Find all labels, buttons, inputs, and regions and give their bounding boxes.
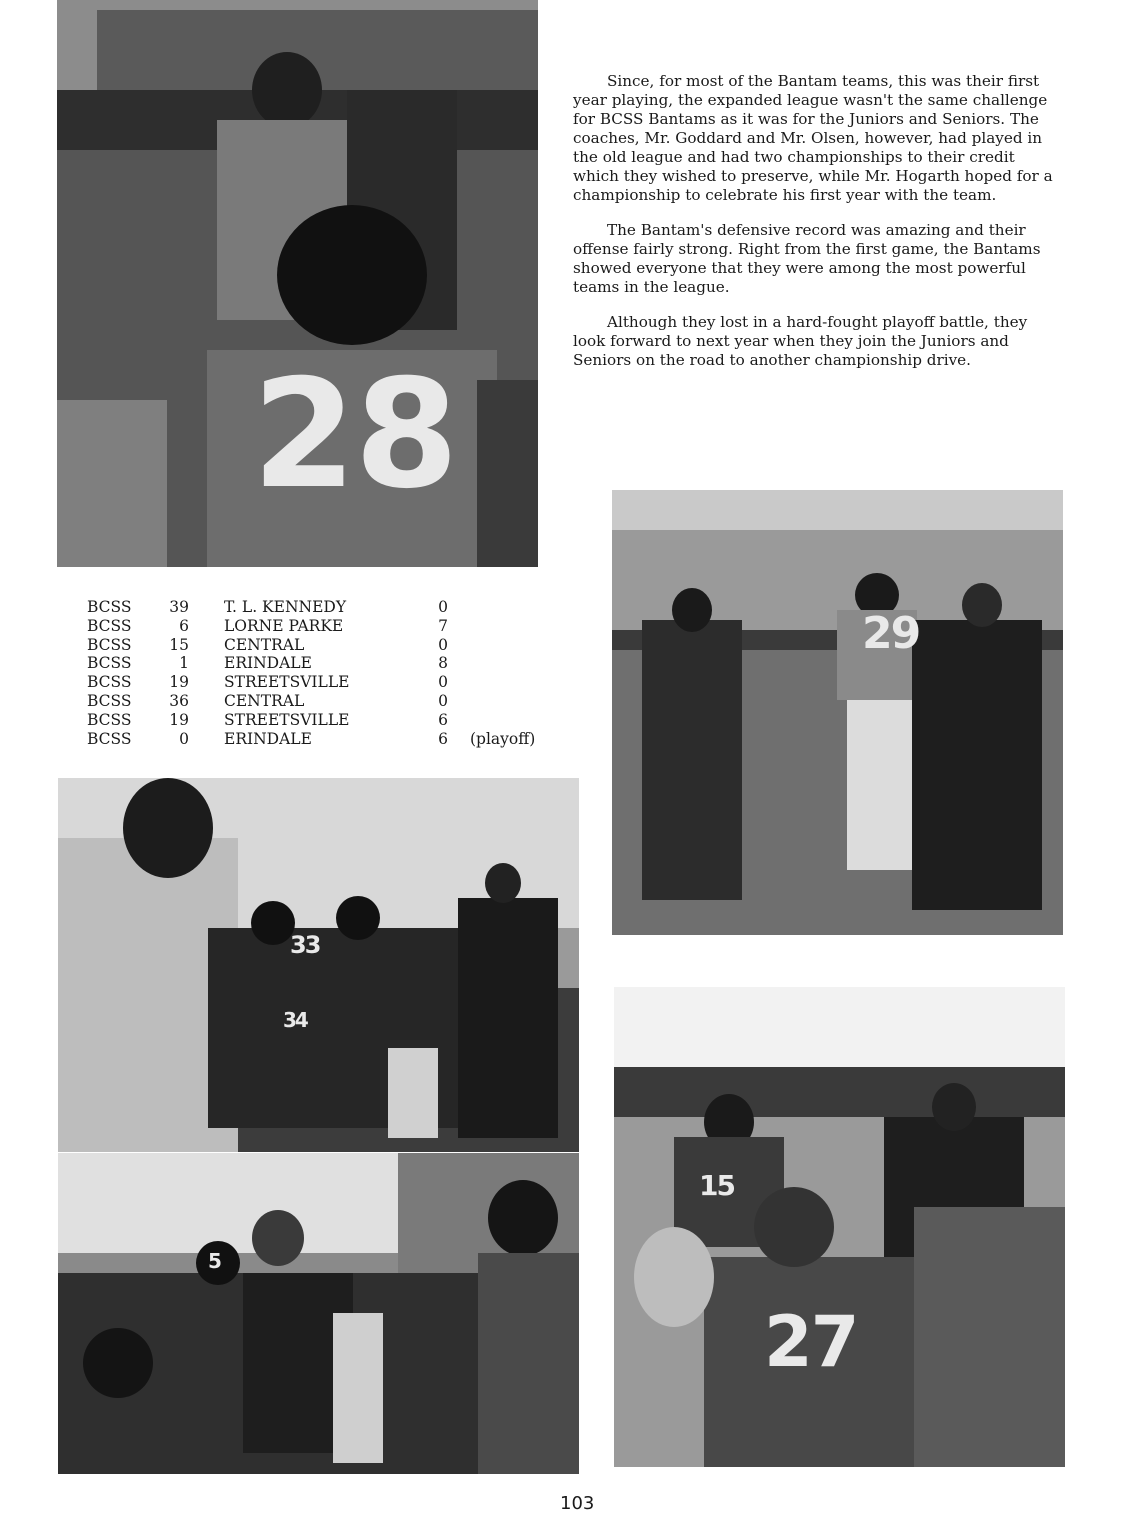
team-score: 1 xyxy=(179,654,189,673)
team-score: 15 xyxy=(169,635,189,654)
jersey-number: 15 xyxy=(699,1169,734,1202)
photo-huddle xyxy=(58,1153,579,1474)
team-name: BCSS xyxy=(87,673,132,692)
jersey-number: 5 xyxy=(208,1249,220,1273)
opponent-score: 0 xyxy=(438,673,448,692)
opponent-name: CENTRAL xyxy=(224,635,305,654)
team-score: 19 xyxy=(169,673,189,692)
opponent-score: 7 xyxy=(438,616,448,635)
opponent-score: 8 xyxy=(438,654,448,673)
jersey-number: 29 xyxy=(862,608,920,659)
photo-field-player-27 xyxy=(614,987,1065,1467)
team-name: BCSS xyxy=(87,691,132,710)
team-name: BCSS xyxy=(87,616,132,635)
page-number: 103 xyxy=(560,1493,595,1514)
jersey-number: 28 xyxy=(252,348,457,522)
team-score: 19 xyxy=(169,710,189,729)
article-paragraph: Since, for most of the Bantam teams, this was their first year playing, the expanded league wasn't the same challenge for BCSS Bantams as it was for the Juniors and Seniors. The coaches, Mr. Goddard and Mr. Olsen, however, had played in the old league and had two championships to their credit which they wished to preserve, while Mr. Hogarth hoped for a championship to celebrate his first year with the team. xyxy=(573,72,1053,204)
team-name: BCSS xyxy=(87,710,132,729)
photo-bench-player-33 xyxy=(58,778,579,1152)
opponent-name: ERINDALE xyxy=(224,729,312,748)
jersey-number: 27 xyxy=(764,1301,858,1383)
team-score: 36 xyxy=(169,691,189,710)
opponent-score: 0 xyxy=(438,598,448,616)
opponent-score: 6 xyxy=(438,710,448,729)
jersey-number: 34 xyxy=(283,1008,307,1032)
article-text xyxy=(573,72,1063,386)
opponent-name: T. L. KENNEDY xyxy=(224,598,347,616)
game-note: (playoff) xyxy=(470,729,536,748)
photo-sideline-player-28 xyxy=(57,0,538,567)
article-paragraph: The Bantam's defensive record was amazing and their offense fairly strong. Right from the first game, the Bantams showed everyone that they were among the most powerful teams in the league. xyxy=(573,221,1041,296)
team-name: BCSS xyxy=(87,654,132,673)
team-name: BCSS xyxy=(87,729,132,748)
opponent-name: STREETSVILLE xyxy=(224,673,350,692)
team-score: 39 xyxy=(169,598,189,616)
opponent-score: 6 xyxy=(438,729,448,748)
team-score: 0 xyxy=(179,729,189,748)
opponent-name: LORNE PARKE xyxy=(224,616,344,635)
opponent-score: 0 xyxy=(438,635,448,654)
team-score: 6 xyxy=(179,616,189,635)
opponent-name: CENTRAL xyxy=(224,691,305,710)
photo-coaches-player-29 xyxy=(612,490,1063,935)
opponent-score: 0 xyxy=(438,691,448,710)
article-paragraph: Although they lost in a hard-fought playoff battle, they look forward to next year when they join the Juniors and Seniors on the road to another championship drive. xyxy=(573,313,1028,369)
team-name: BCSS xyxy=(87,635,132,654)
opponent-name: STREETSVILLE xyxy=(224,710,350,729)
team-name: BCSS xyxy=(87,598,132,616)
opponent-name: ERINDALE xyxy=(224,654,312,673)
jersey-number: 33 xyxy=(290,931,320,959)
